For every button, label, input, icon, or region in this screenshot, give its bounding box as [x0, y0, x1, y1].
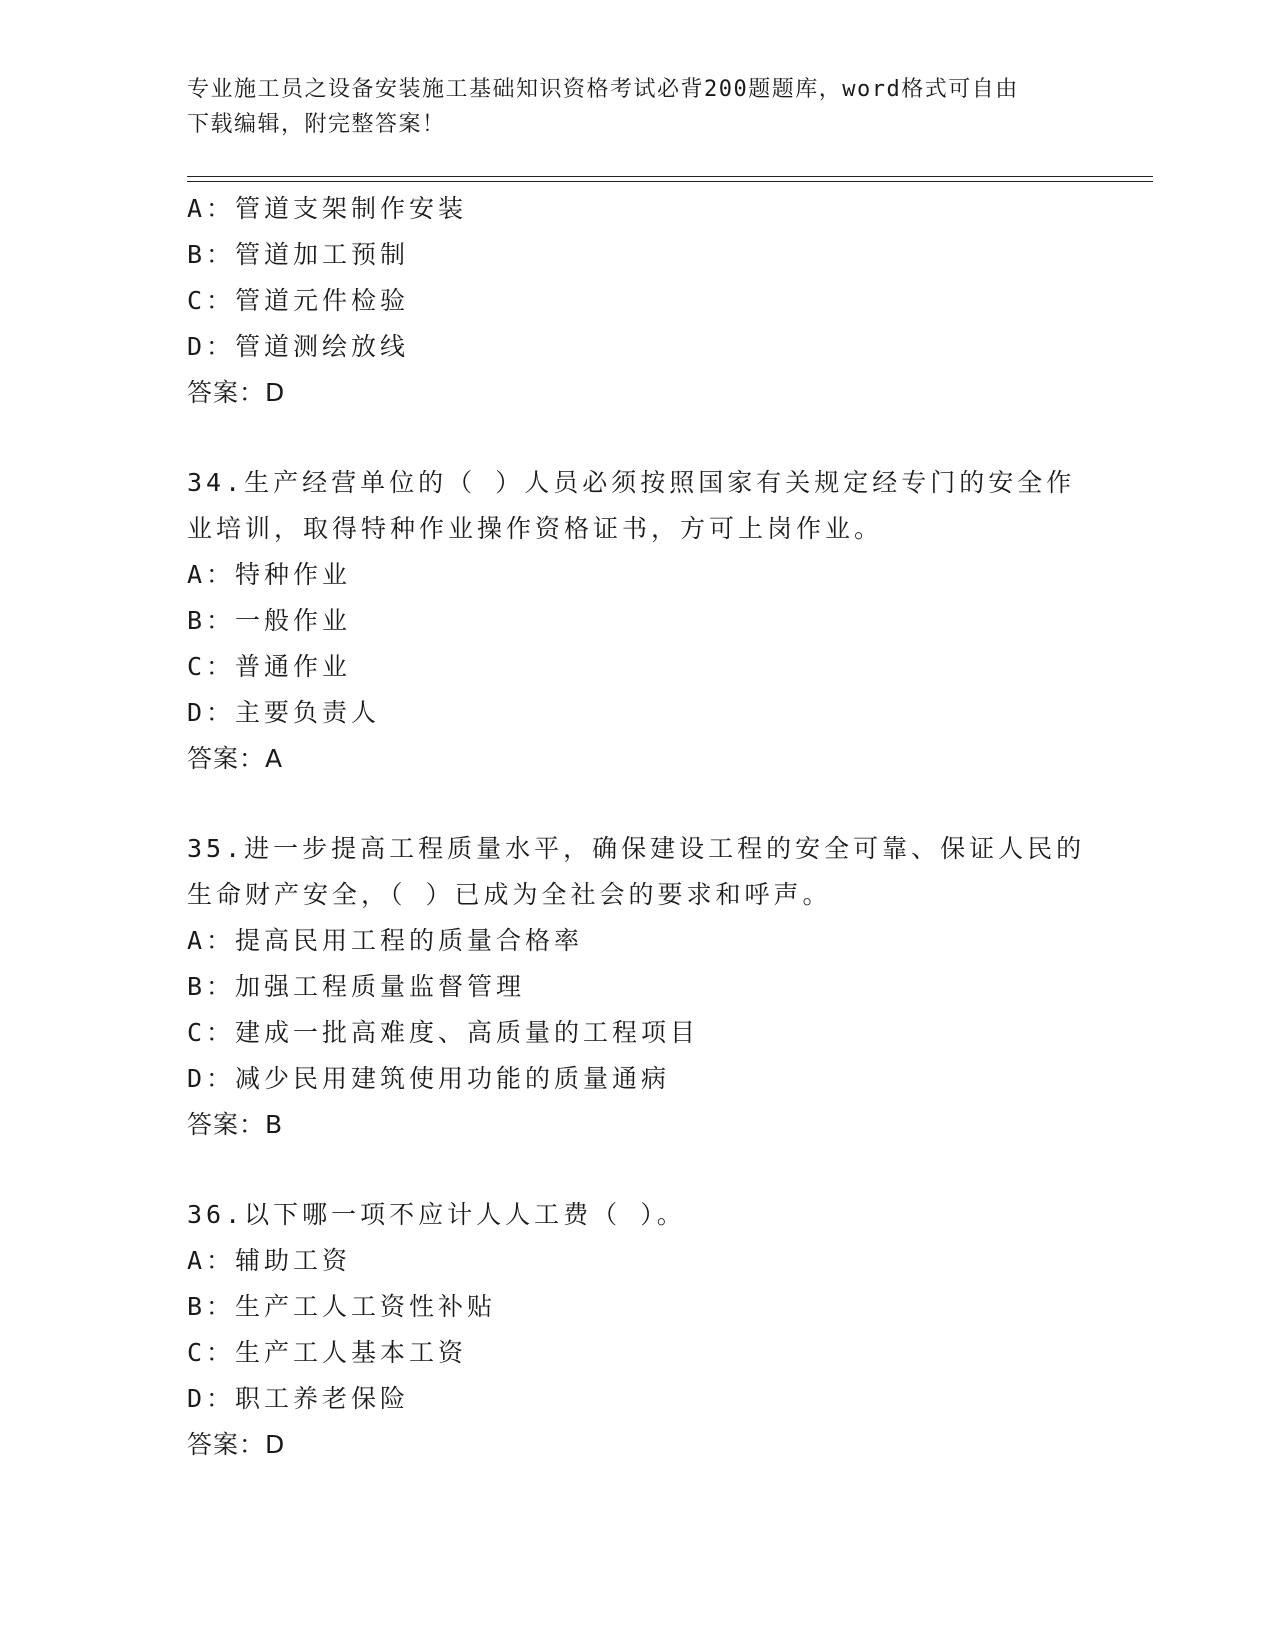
answer-line: 答案：B — [187, 1110, 284, 1139]
option-a: A：特种作业 — [187, 560, 352, 589]
option-b: B：生产工人工资性补贴 — [187, 1292, 497, 1321]
answer-line: 答案：D — [187, 378, 286, 407]
document-header — [187, 72, 1087, 142]
option-c: C：建成一批高难度、高质量的工程项目 — [187, 1018, 700, 1047]
answer-line: 答案：A — [187, 744, 284, 773]
header-line-1: 专业施工员之设备安装施工基础知识资格考试必背200题题库，word格式可自由 — [187, 77, 1019, 102]
question-list — [187, 186, 1087, 1468]
option-c: C：普通作业 — [187, 652, 352, 681]
option-d: D：职工养老保险 — [187, 1384, 410, 1413]
option-d: D：管道测绘放线 — [187, 332, 410, 361]
option-c: C：生产工人基本工资 — [187, 1338, 468, 1367]
option-d: D：主要负责人 — [187, 698, 381, 727]
option-a: A：辅助工资 — [187, 1246, 352, 1275]
question-35 — [187, 826, 1087, 1148]
header-divider-top — [187, 176, 1153, 177]
header-divider-bottom — [187, 181, 1153, 182]
question-stem-line-2: 业培训，取得特种作业操作资格证书，方可上岗作业。 — [187, 514, 884, 543]
option-b: B：管道加工预制 — [187, 240, 410, 269]
option-c: C：管道元件检验 — [187, 286, 410, 315]
question-stem-line-1: 34.生产经营单位的（ ）人员必须按照国家有关规定经专门的安全作 — [187, 468, 1076, 497]
question-34 — [187, 460, 1087, 782]
header-line-2: 下载编辑，附完整答案！ — [187, 112, 446, 137]
question-stem-line-1: 36.以下哪一项不应计人人工费（ ）。 — [187, 1200, 686, 1229]
question-stem-line-2: 生命财产安全，（ ）已成为全社会的要求和呼声。 — [187, 880, 832, 909]
answer-line: 答案：D — [187, 1430, 286, 1459]
option-b: B：一般作业 — [187, 606, 352, 635]
question-33 — [187, 186, 1087, 416]
option-a: A：提高民用工程的质量合格率 — [187, 926, 584, 955]
option-b: B：加强工程质量监督管理 — [187, 972, 526, 1001]
option-a: A：管道支架制作安装 — [187, 194, 468, 223]
question-36 — [187, 1192, 1087, 1468]
question-stem-line-1: 35.进一步提高工程质量水平，确保建设工程的安全可靠、保证人民的 — [187, 834, 1086, 863]
option-d: D：减少民用建筑使用功能的质量通病 — [187, 1064, 671, 1093]
